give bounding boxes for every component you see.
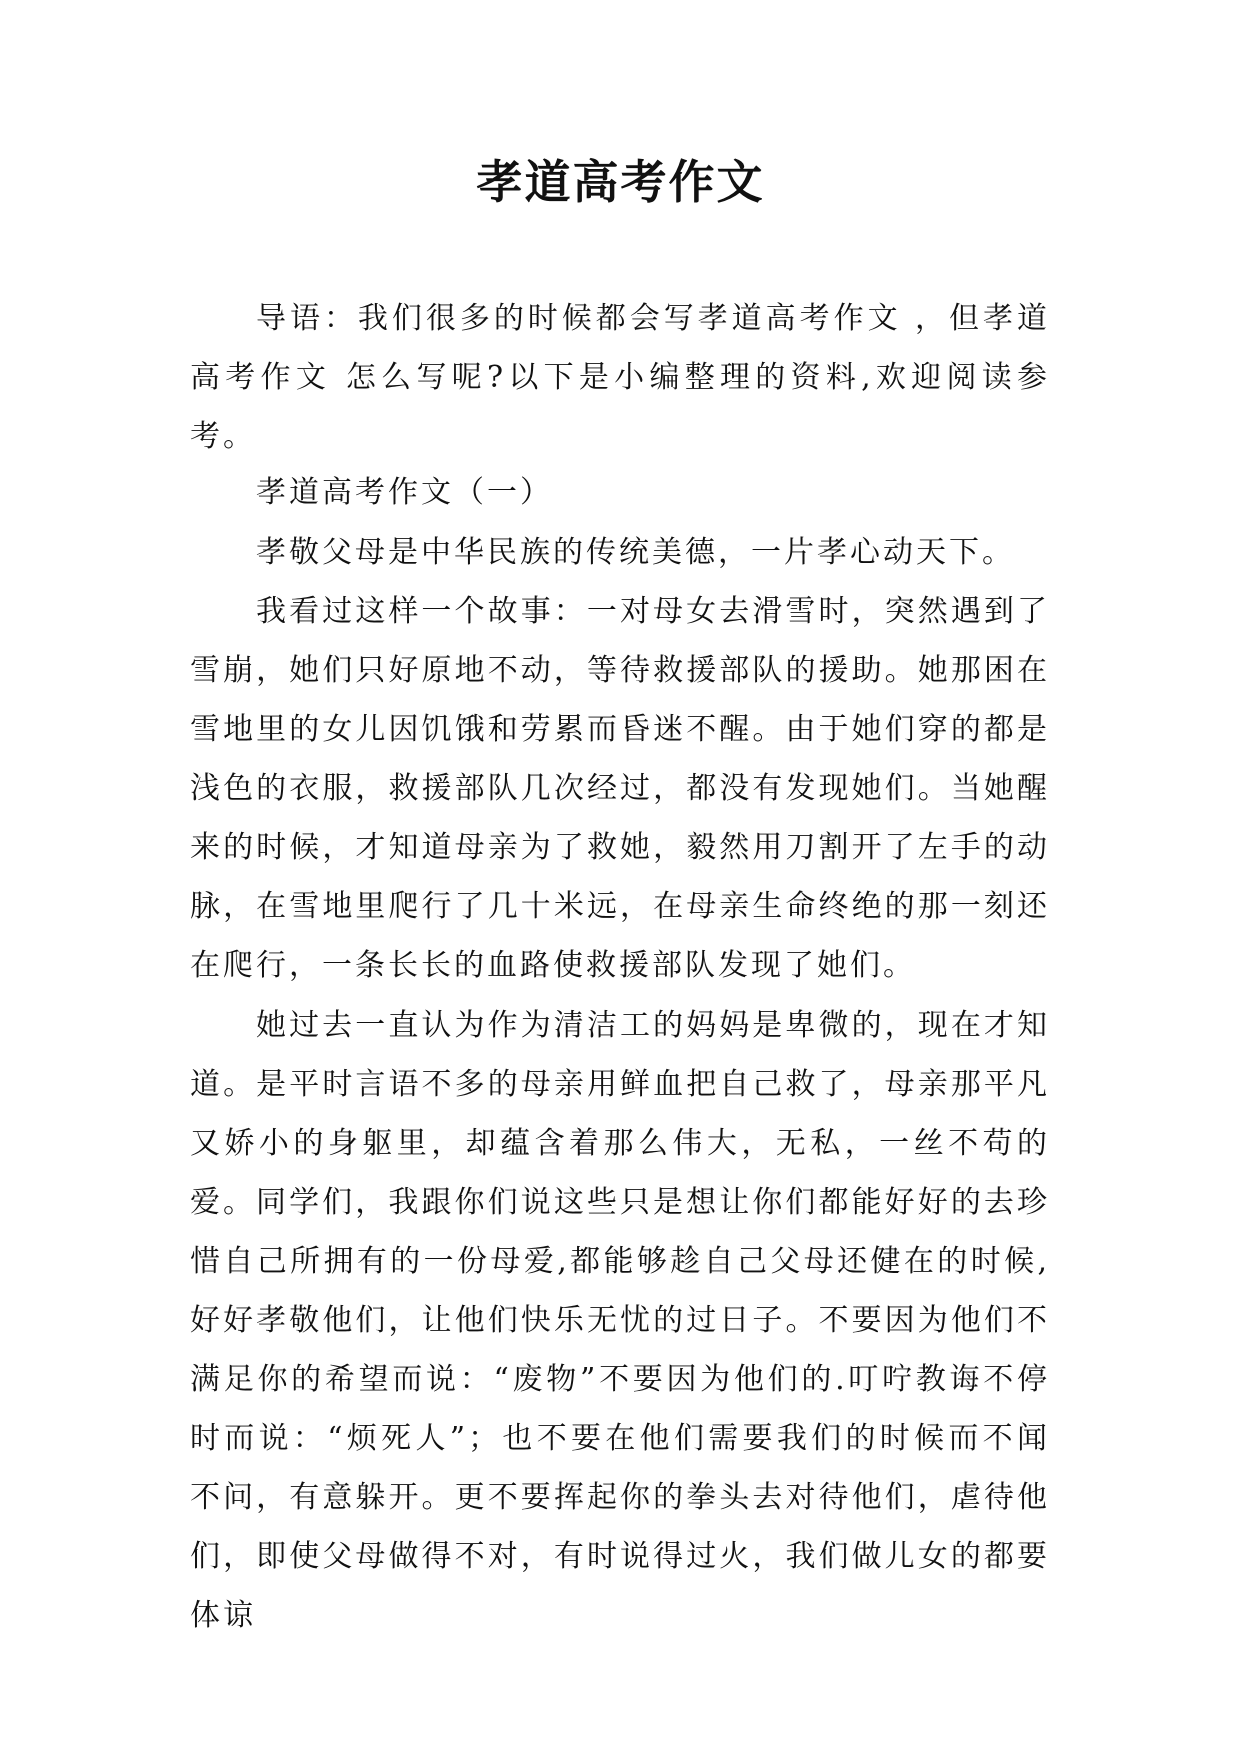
- section-heading: 孝道高考作文（一）: [256, 475, 553, 510]
- document-title: 孝道高考作文: [476, 155, 765, 209]
- intro-paragraph: 导语：我们很多的时候都会写孝道高考作文 ，但孝道高考作文 怎么写呢?以下是小编整理的资料,欢迎阅读参考。: [190, 301, 1050, 454]
- body-paragraph-4: 同学们，我跟你们说这些只是想让你们都能好好的去珍惜自己所拥有的一份母爱,都能够趁自己父母还健在的时候,好好孝敬他们，让他们快乐无忧的过日子。不要因为他们不满足你的希望而说：“废物”不要因为他们的.叮咛教诲不停时而说：“烦死人”；也不要在他们需要我们的时候而不闻不问，有意躲开。更不要挥起你的拳头去对待他们，虐待他们，即使父母做得不对，有时说得过火，我们做儿女的都要体谅: [190, 1185, 1050, 1633]
- body-paragraph-2: 我看过这样一个故事：一对母女去滑雪时，突然遇到了雪崩，她们只好原地不动，等待救援部队的援助。她那困在雪地里的女儿因饥饿和劳累而昏迷不醒。由于她们穿的都是浅色的衣服，救援部队几次经过，都没有发现她们。当她醒来的时候，才知道母亲为了救她，毅然用刀割开了左手的动脉，在雪地里爬行了几十米远，在母亲生命终绝的那一刻还在爬行，一条长长的血路使救援部队发现了她们。: [190, 594, 1050, 983]
- body-paragraph-3: 她过去一直认为作为清洁工的妈妈是卑微的，现在才知道。是平时言语不多的母亲用鲜血把自己救了，母亲那平凡又娇小的身躯里，却蕴含着那么伟大，无私，一丝不苟的爱。: [190, 1008, 1050, 1220]
- body-paragraph-1: 孝敬父母是中华民族的传统美德，一片孝心动天下。: [256, 535, 1015, 570]
